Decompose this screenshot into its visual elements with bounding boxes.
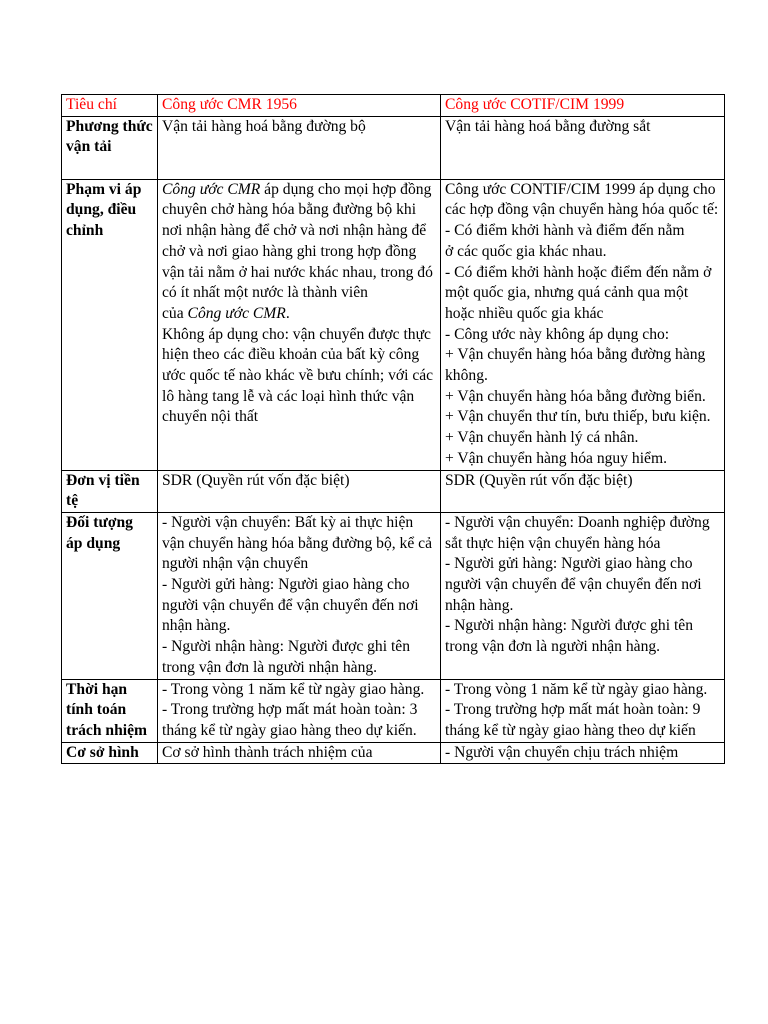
- cotif-line: + Vận chuyển hàng hóa bằng đường hàng không.: [445, 346, 706, 385]
- cmr-italic-name: Công ước CMR: [162, 180, 261, 198]
- criteria-cell: Cơ sở hình: [62, 742, 158, 764]
- cmr-paragraph: [162, 304, 436, 325]
- table-row: [62, 679, 725, 742]
- header-cmr: Công ước CMR 1956: [158, 95, 441, 117]
- cotif-line: Vận tải hàng hoá bằng đường sắt: [445, 117, 651, 135]
- cotif-line: - Người gửi hàng: Người giao hàng cho người vận chuyển để vận chuyển đến nơi nhận hàng.: [445, 555, 702, 614]
- criteria-cell: Phương thức vận tải: [62, 116, 158, 179]
- cotif-line: + Vận chuyển thư tín, bưu thiếp, bưu kiện.: [445, 408, 711, 426]
- header-criteria: Tiêu chí: [62, 95, 158, 117]
- table-row: [62, 470, 725, 512]
- cotif-line: - Trong trường hợp mất mát hoàn toàn: 9 tháng kể từ ngày giao hàng theo dự kiến: [445, 701, 701, 739]
- table-header-row: [62, 95, 725, 117]
- cotif-line: - Có điểm khởi hành và điểm đến nằm: [445, 222, 685, 240]
- cmr-line: - Người gửi hàng: Người giao hàng cho người vận chuyển để vận chuyển đến nơi nhận hàng.: [162, 576, 419, 635]
- cotif-cell: [441, 742, 725, 764]
- cotif-line: - Công ước này không áp dụng cho:: [445, 325, 670, 343]
- cmr-line: Không áp dụng cho: vận chuyển được thực hiện theo các điều khoản của bất kỳ công ước quốc tế nào khác về bưu chính; với các lô hàng tang lễ và các loại hình thức vận chuyển nội thất: [162, 325, 434, 426]
- cotif-cell: [441, 679, 725, 742]
- cmr-text: áp dụng cho mọi hợp đồng chuyên chở hàng hóa bằng đường bộ khi nơi nhận hàng để chở và nơi nhận hàng để chở và nơi giao hàng ghi trong hợp đồng vận tải nằm ở hai nước khác nhau, trong đó có ít nhất một nước là thành viên: [162, 180, 433, 302]
- cotif-line: + Vận chuyển hàng hóa bằng đường biển.: [445, 387, 706, 405]
- table-row: [62, 742, 725, 764]
- criteria-cell: Đối tượng áp dụng: [62, 512, 158, 679]
- cotif-line: - Có điểm khởi hành hoặc điểm đến nằm ở một quốc gia, nhưng quá cảnh qua một hoặc nhiều quốc gia khác: [445, 263, 712, 322]
- cmr-cell: [158, 512, 441, 679]
- cmr-line: - Trong trường hợp mất mát hoàn toàn: 3 tháng kể từ ngày giao hàng theo dự kiến.: [162, 701, 418, 739]
- cotif-cell: [441, 512, 725, 679]
- cmr-cell: [158, 179, 441, 470]
- cotif-cell: [441, 470, 725, 512]
- cmr-line: Cơ sở hình thành trách nhiệm của: [162, 743, 373, 761]
- cotif-line: Công ước CONTIF/CIM 1999 áp dụng cho các hợp đồng vận chuyển hàng hóa quốc tế:: [445, 180, 719, 219]
- cmr-text: của: [162, 304, 188, 322]
- cotif-line: - Trong vòng 1 năm kể từ ngày giao hàng.: [445, 680, 708, 698]
- criteria-cell: Đơn vị tiền tệ: [62, 470, 158, 512]
- cotif-line: - Người vận chuyển chịu trách nhiệm: [445, 743, 679, 761]
- cotif-line: - Người vận chuyển: Doanh nghiệp đường sắt thực hiện vận chuyển hàng hóa: [445, 513, 710, 552]
- criteria-cell: Phạm vi áp dụng, điều chỉnh: [62, 179, 158, 470]
- cotif-cell: [441, 179, 725, 470]
- cmr-cell: [158, 742, 441, 764]
- cotif-cell: [441, 116, 725, 179]
- cmr-cell: [158, 116, 441, 179]
- cotif-line: + Vận chuyển hành lý cá nhân.: [445, 429, 639, 447]
- table-row: [62, 179, 725, 470]
- table-row: [62, 116, 725, 179]
- cmr-line: - Người vận chuyển: Bất kỳ ai thực hiện vận chuyển hàng hóa bằng đường bộ, kể cả người nhận vận chuyển: [162, 513, 433, 573]
- cotif-line: + Vận chuyển hàng hóa nguy hiểm.: [445, 449, 668, 467]
- header-cotif: Công ước COTIF/CIM 1999: [441, 95, 725, 117]
- cmr-text: .: [285, 304, 290, 322]
- cotif-line: - Người nhận hàng: Người được ghi tên trong vận đơn là người nhận hàng.: [445, 617, 694, 656]
- cmr-line: - Trong vòng 1 năm kể từ ngày giao hàng.: [162, 680, 425, 698]
- comparison-table: [61, 94, 725, 764]
- cmr-line: Vận tải hàng hoá bằng đường bộ: [162, 117, 366, 135]
- cmr-line: SDR (Quyền rút vốn đặc biệt): [162, 471, 350, 489]
- table-row: [62, 512, 725, 679]
- cotif-line: SDR (Quyền rút vốn đặc biệt): [445, 471, 633, 489]
- cmr-cell: [158, 470, 441, 512]
- cmr-line: - Người nhận hàng: Người được ghi tên trong vận đơn là người nhận hàng.: [162, 638, 411, 676]
- cmr-italic-name: Công ước CMR: [187, 304, 286, 322]
- cmr-paragraph: [162, 180, 436, 304]
- cotif-line: ở các quốc gia khác nhau.: [445, 242, 607, 260]
- cmr-cell: [158, 679, 441, 742]
- criteria-cell: Thời hạn tính toán trách nhiệm: [62, 679, 158, 742]
